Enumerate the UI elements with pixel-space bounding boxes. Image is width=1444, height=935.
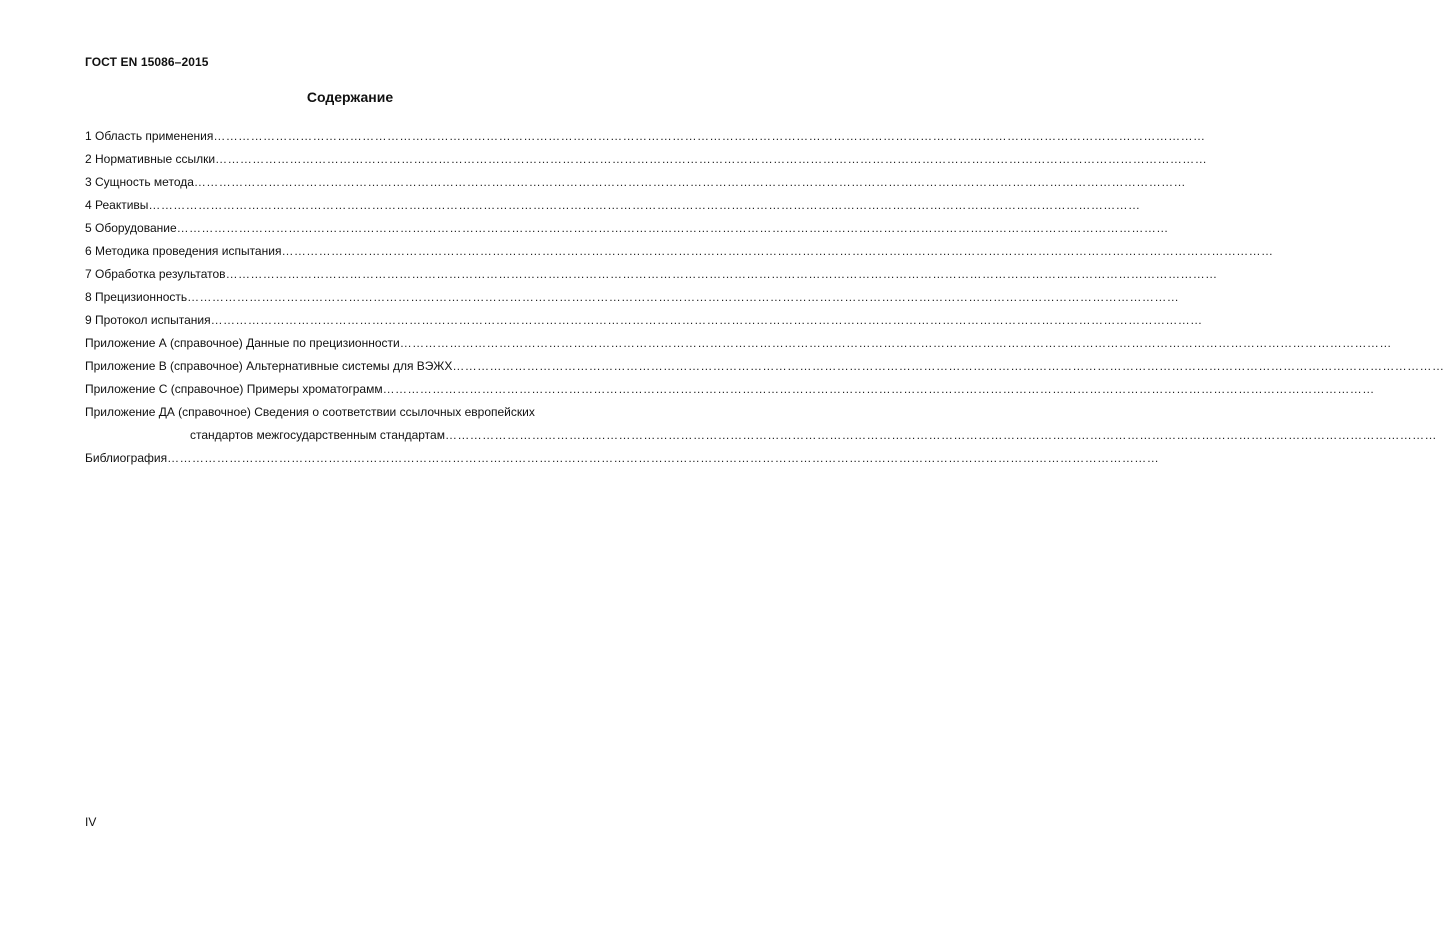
toc-entry-label: Приложение ДА (справочное) Сведения о соответствии ссылочных европейских [85, 405, 535, 419]
toc-entry-annex-c[interactable] [85, 381, 1375, 404]
toc-entry-precision[interactable] [85, 289, 1180, 312]
toc-entry-label: 4 Реактивы [85, 198, 149, 212]
page-number: IV [85, 815, 97, 829]
leader-dots: …………………………………………………………………………………………………………………………………………………………………………………………………………………… [225, 267, 1218, 281]
toc-entry-results-processing[interactable] [85, 266, 1218, 289]
toc-title: Содержание [306, 89, 394, 105]
leader-dots: …………………………………………………………………………………………………………………………………………………………………………………………………………………… [399, 336, 1392, 350]
toc-entry-label: Приложение С (справочное) Примеры хроматограмм [85, 382, 383, 396]
toc-entry-scope[interactable] [85, 128, 1206, 151]
toc-entry-test-procedure[interactable] [85, 243, 1274, 266]
toc-entry-annex-da[interactable] [85, 404, 1437, 450]
toc-entry-reagents[interactable] [85, 197, 1141, 220]
toc-entry-label: Библиография [85, 451, 168, 465]
leader-dots: …………………………………………………………………………………………………………………………………………………………………………………………………………………… [187, 290, 1180, 304]
leader-dots: …………………………………………………………………………………………………………………………………………………………………………………………………………………… [281, 244, 1274, 258]
leader-dots: …………………………………………………………………………………………………………………………………………………………………………………………………………………… [382, 382, 1375, 396]
leader-dots: …………………………………………………………………………………………………………………………………………………………………………………………………………………… [444, 428, 1437, 442]
toc-entry-label: Приложение А (справочное) Данные по прецизионности [85, 336, 400, 350]
toc-entry-label: 5 Оборудование [85, 221, 177, 235]
toc-entry-test-report[interactable] [85, 312, 1203, 335]
toc-entry-bibliography[interactable] [85, 450, 1160, 473]
table-of-contents [85, 128, 1444, 473]
leader-dots: …………………………………………………………………………………………………………………………………………………………………………………………………………………… [148, 198, 1141, 212]
leader-dots: …………………………………………………………………………………………………………………………………………………………………………………………………………………… [167, 451, 1160, 465]
toc-entry-continuation [85, 427, 1437, 450]
toc-entry-normative-references[interactable] [85, 151, 1208, 174]
toc-entry-apparatus[interactable] [85, 220, 1169, 243]
leader-dots: …………………………………………………………………………………………………………………………………………………………………………………………………………………… [176, 221, 1169, 235]
toc-entry-label: 3 Сущность метода [85, 175, 194, 189]
toc-entry-annex-a[interactable] [85, 335, 1392, 358]
toc-entry-label: 6 Методика проведения испытания [85, 244, 282, 258]
toc-entry-label: 9 Протокол испытания [85, 313, 211, 327]
leader-dots: …………………………………………………………………………………………………………………………………………………………………………………………………………………… [452, 359, 1444, 373]
toc-entry-label: Приложение В (справочное) Альтернативные системы для ВЭЖХ [85, 359, 453, 373]
toc-entry-label: 8 Прецизионность [85, 290, 188, 304]
toc-entry-method-principle[interactable] [85, 174, 1186, 197]
toc-entry-label-continued: стандартов межгосударственным стандартам [190, 428, 445, 442]
toc-entry-label: 2 Нормативные ссылки [85, 152, 216, 166]
document-code: ГОСТ EN 15086–2015 [85, 55, 209, 69]
toc-entry-label: 7 Обработка результатов [85, 267, 226, 281]
toc-entry-label: 1 Область применения [85, 129, 214, 143]
toc-entry-annex-b[interactable] [85, 358, 1444, 381]
leader-dots: …………………………………………………………………………………………………………………………………………………………………………………………………………………… [193, 175, 1186, 189]
leader-dots: …………………………………………………………………………………………………………………………………………………………………………………………………………………… [210, 313, 1203, 327]
leader-dots: …………………………………………………………………………………………………………………………………………………………………………………………………………………… [213, 129, 1206, 143]
leader-dots: …………………………………………………………………………………………………………………………………………………………………………………………………………………… [215, 152, 1208, 166]
